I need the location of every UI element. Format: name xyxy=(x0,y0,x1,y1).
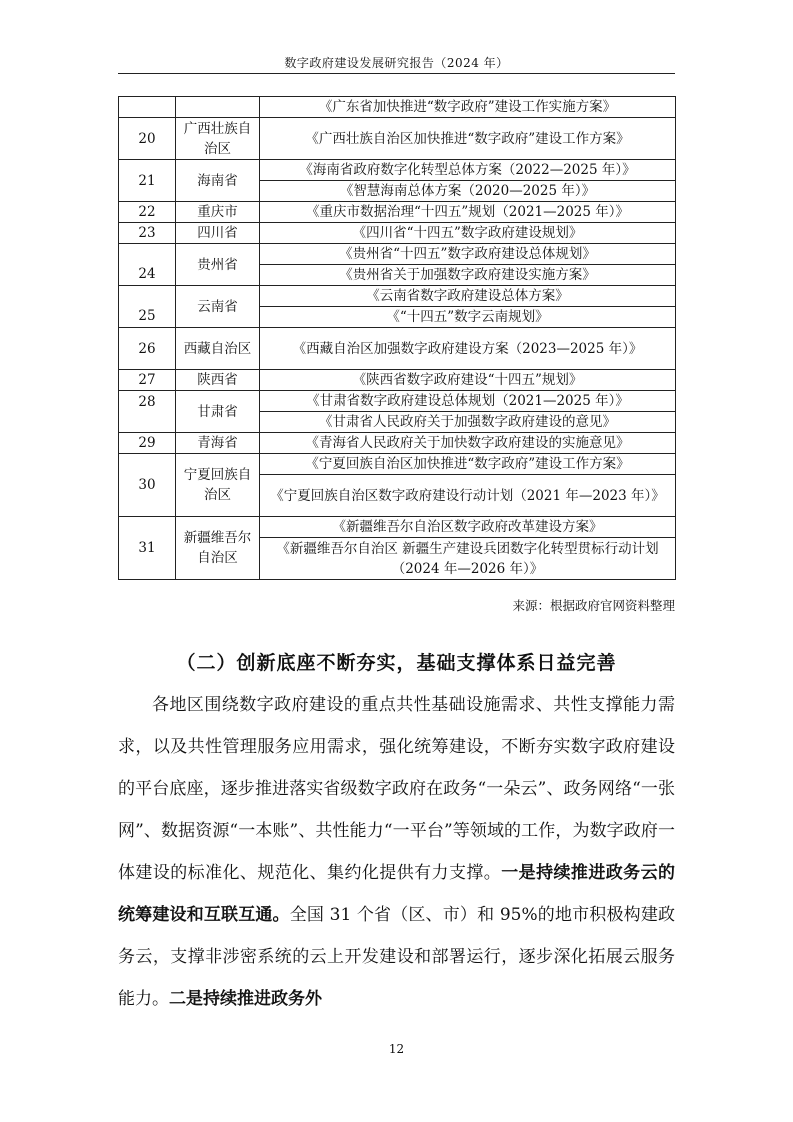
table-row xyxy=(119,433,676,454)
plan-title: 《西藏自治区加强数字政府建设方案（2023—2025 年）》 xyxy=(260,328,676,370)
plan-title: 《广西壮族自治区加快推进“数字政府”建设工作方案》 xyxy=(260,118,676,160)
section-heading: （二）创新底座不断夯实，基础支撑体系日益完善 xyxy=(176,652,617,674)
region-name: 海南省 xyxy=(176,160,260,202)
row-number: 30 xyxy=(119,454,176,517)
plan-title: 《贵州省“十四五”数字政府建设总体规划》 xyxy=(260,244,676,265)
row-number: 27 xyxy=(119,370,176,391)
plan-title: 《重庆市数据治理“十四五”规划（2021—2025 年）》 xyxy=(260,202,676,223)
table-row xyxy=(119,244,676,265)
plan-title: 《四川省“十四五”数字政府建设规划》 xyxy=(260,223,676,244)
plan-title: 《新疆维吾尔自治区 新疆生产建设兵团数字化转型贯标行动计划（2024 年—2026 年）》 xyxy=(260,538,676,580)
plan-title: 《宁夏回族自治区加快推进“数字政府”建设工作方案》 xyxy=(260,454,676,475)
body-text-segment: 各地区围绕数字政府建设的重点共性基础设施需求、共性支撑能力需求，以及共性管理服务应用需求，强化统筹建设，不断夯实数字政府建设的平台底座，逐步推进落实省级数字政府在政务“一朵云”、政务网络“一张网”、数据资源“一本账”、共性能力“一平台”等领域的工作，为数字政府一体建设的标准化、规范化、集约化提供有力支撑。 xyxy=(118,695,675,883)
plan-title: 《贵州省关于加强数字政府建设实施方案》 xyxy=(260,265,676,286)
row-number: 25 xyxy=(119,286,176,328)
header-rule xyxy=(118,73,675,74)
table-row xyxy=(119,370,676,391)
row-number: 24 xyxy=(119,244,176,286)
plan-title: 《宁夏回族自治区数字政府建设行动计划（2021 年—2023 年）》 xyxy=(260,475,676,517)
table-row xyxy=(119,202,676,223)
plan-title: 《“十四五”数字云南规划》 xyxy=(260,307,676,328)
region-name: 重庆市 xyxy=(176,202,260,223)
table-row xyxy=(119,223,676,244)
region-name: 西藏自治区 xyxy=(176,328,260,370)
row-number xyxy=(119,97,176,118)
region-name: 甘肃省 xyxy=(176,391,260,433)
region-name: 云南省 xyxy=(176,286,260,328)
table-row xyxy=(119,517,676,538)
plan-title: 《甘肃省人民政府关于加强数字政府建设的意见》 xyxy=(260,412,676,433)
row-number: 31 xyxy=(119,517,176,580)
table-row xyxy=(119,391,676,412)
table-row xyxy=(119,328,676,370)
row-number: 22 xyxy=(119,202,176,223)
region-name: 新疆维吾尔自治区 xyxy=(176,517,260,580)
body-emphasis: 二是持续推进政务外 xyxy=(169,989,322,1009)
page-number: 12 xyxy=(388,1042,405,1056)
row-number: 23 xyxy=(119,223,176,244)
row-number: 21 xyxy=(119,160,176,202)
region-name: 陕西省 xyxy=(176,370,260,391)
region-name: 宁夏回族自治区 xyxy=(176,454,260,517)
region-name xyxy=(176,97,260,118)
row-number: 20 xyxy=(119,118,176,160)
region-name: 四川省 xyxy=(176,223,260,244)
body-emphasis: 一是持续推进政务云的统筹建设和互联互通。 xyxy=(118,863,676,925)
table-row xyxy=(119,454,676,475)
body-text-segment: 全国 31 个省（区、市）和 95%的地市积极构建政务云，支撑非涉密系统的云上开发建设和部署运行，逐步深化拓展云服务能力。 xyxy=(118,905,675,1009)
plan-title: 《海南省政府数字化转型总体方案（2022—2025 年）》 xyxy=(260,160,676,181)
row-number: 28 xyxy=(119,391,176,433)
plan-title: 《智慧海南总体方案（2020—2025 年）》 xyxy=(260,181,676,202)
row-number: 26 xyxy=(119,328,176,370)
plan-title: 《广东省加快推进“数字政府”建设工作实施方案》 xyxy=(260,97,676,118)
region-name: 广西壮族自治区 xyxy=(176,118,260,160)
row-number: 29 xyxy=(119,433,176,454)
running-header: 数字政府建设发展研究报告（2024 年） xyxy=(284,56,509,70)
plan-title: 《陕西省数字政府建设“十四五”规划》 xyxy=(260,370,676,391)
table-row xyxy=(119,118,676,160)
provincial-plans-table xyxy=(118,96,676,580)
table-source-note: 来源：根据政府官网资料整理 xyxy=(512,598,675,613)
plan-title: 《新疆维吾尔自治区数字政府改革建设方案》 xyxy=(260,517,676,538)
table-row xyxy=(119,160,676,181)
plan-title: 《云南省数字政府建设总体方案》 xyxy=(260,286,676,307)
plan-title: 《甘肃省数字政府建设总体规划（2021—2025 年）》 xyxy=(260,391,676,412)
region-name: 贵州省 xyxy=(176,244,260,286)
body-paragraph xyxy=(118,684,675,1020)
region-name: 青海省 xyxy=(176,433,260,454)
table-row xyxy=(119,97,676,118)
table-row xyxy=(119,286,676,307)
plan-title: 《青海省人民政府关于加快数字政府建设的实施意见》 xyxy=(260,433,676,454)
